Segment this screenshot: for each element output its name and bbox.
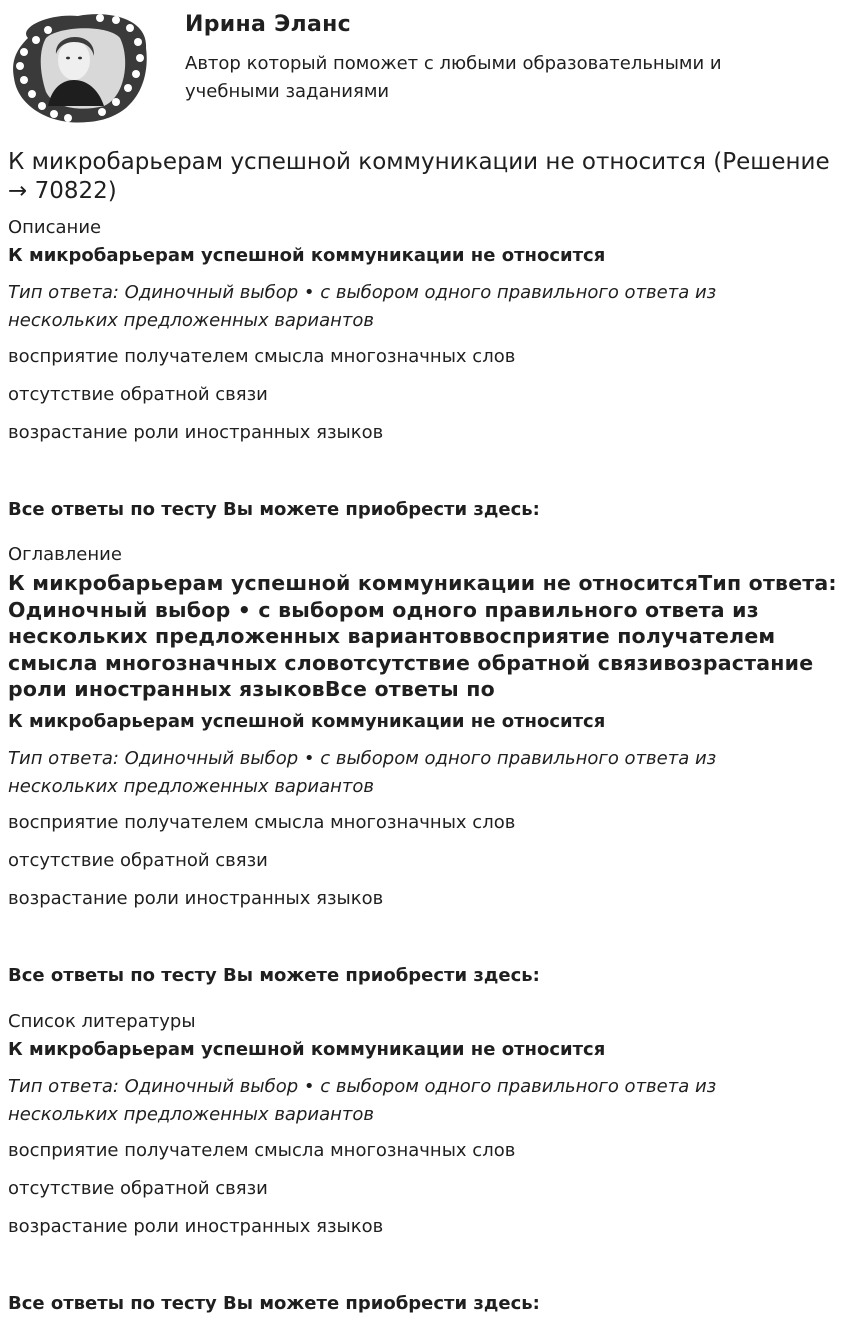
buy-answers-text: Все ответы по тесту Вы можете приобрести здесь: — [8, 965, 540, 986]
toc-section — [8, 543, 838, 988]
author-avatar — [8, 8, 150, 126]
answer-option: возрастание роли иностранных языков — [8, 1216, 384, 1237]
answer-option: возрастание роли иностранных языков — [8, 888, 384, 909]
question-text: К микробарьерам успешной коммуникации не относится — [8, 245, 606, 266]
question-text: К микробарьерам успешной коммуникации не относится — [8, 1039, 606, 1060]
toc-heading: К микробарьерам успешной коммуникации не относитсяТип ответа: Одиночный выбор • с выбором одного правильного ответа из нескольких предложенных вариантоввосприятие получателем смысла многозначных словотсутствие обратной связивозрастание роли иностранных языковВсе ответы по — [8, 571, 837, 701]
buy-answers-text: Все ответы по тесту Вы можете приобрести здесь: — [8, 1293, 540, 1314]
section-label-description: Описание — [8, 217, 102, 238]
answer-option: восприятие получателем смысла многозначных слов — [8, 812, 516, 833]
answer-option: отсутствие обратной связи — [8, 384, 268, 405]
author-name[interactable]: Ирина Эланс — [185, 12, 351, 37]
author-description: Автор который поможет с любыми образовательными и учебными заданиями — [185, 53, 722, 102]
answer-option: восприятие получателем смысла многозначных слов — [8, 1140, 516, 1161]
answer-type: Тип ответа: Одиночный выбор • с выбором одного правильного ответа из нескольких предложенных вариантов — [8, 748, 717, 797]
section-label-toc: Оглавление — [8, 544, 122, 565]
question-text: К микробарьерам успешной коммуникации не относится — [8, 711, 606, 732]
answer-option: отсутствие обратной связи — [8, 850, 268, 871]
section-label-literature: Список литературы — [8, 1011, 196, 1032]
description-section — [8, 216, 838, 522]
buy-answers-text: Все ответы по тесту Вы можете приобрести здесь: — [8, 499, 540, 520]
page-title: К микробарьерам успешной коммуникации не относится (Решение → 70822) — [8, 149, 830, 204]
literature-section — [8, 1010, 838, 1316]
answer-type: Тип ответа: Одиночный выбор • с выбором одного правильного ответа из нескольких предложенных вариантов — [8, 1076, 717, 1125]
answer-option: отсутствие обратной связи — [8, 1178, 268, 1199]
answer-option: возрастание роли иностранных языков — [8, 422, 384, 443]
answer-type: Тип ответа: Одиночный выбор • с выбором одного правильного ответа из нескольких предложенных вариантов — [8, 282, 717, 331]
answer-option: восприятие получателем смысла многозначных слов — [8, 346, 516, 367]
author-card — [0, 0, 847, 128]
